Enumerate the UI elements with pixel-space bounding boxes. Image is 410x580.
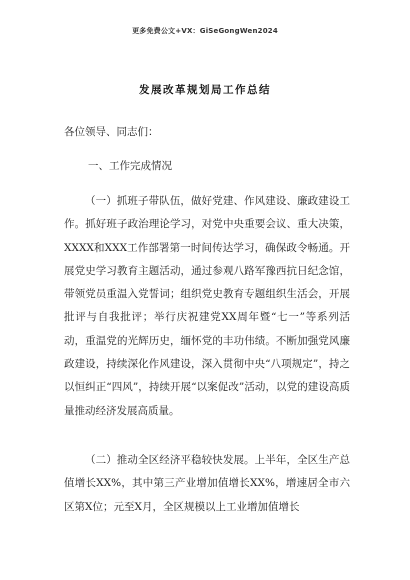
header-note: 更多免费公文+VX：GiSeGongWen2024: [132, 27, 278, 35]
salutation: 各位领导、同志们：: [64, 126, 159, 138]
paragraph-party-building: （一）抓班子带队伍，做好党建、作风建设、廉政建设工作。抓好班子政治理论学习，对党中央重要会议、重大决策，XXXX和XXX工作部署第一时间传达学习，确保政令畅通。开展党史学习教育主题活动，通过参观八路军豫西抗日纪念馆，带领党员重温入党誓词；组织党史教育专题组织生活会，开展批评与自我批评；举行庆祝建党XX周年暨“七一”等系列活动，重温党的光辉历史，缅怀党的丰功伟绩。不断加强党风廉政建设，持续深化作风建设，深入贯彻中央“八项规定”，持之以恒纠正“四风”，持续开展“以案促改”活动，以党的建设高质量推动经济发展高质量。: [64, 195, 350, 417]
paragraph-economic-development: （二）推动全区经济平稳较快发展。上半年，全区生产总值增长XX%，其中第三产业增加值增长XX%，增速居全市六区第X位；元至X月，全区规模以上工业增加值增长: [64, 454, 350, 513]
document-title: 发展改革规划局工作总结: [139, 84, 271, 96]
section-heading: 一、工作完成情况: [88, 160, 172, 172]
